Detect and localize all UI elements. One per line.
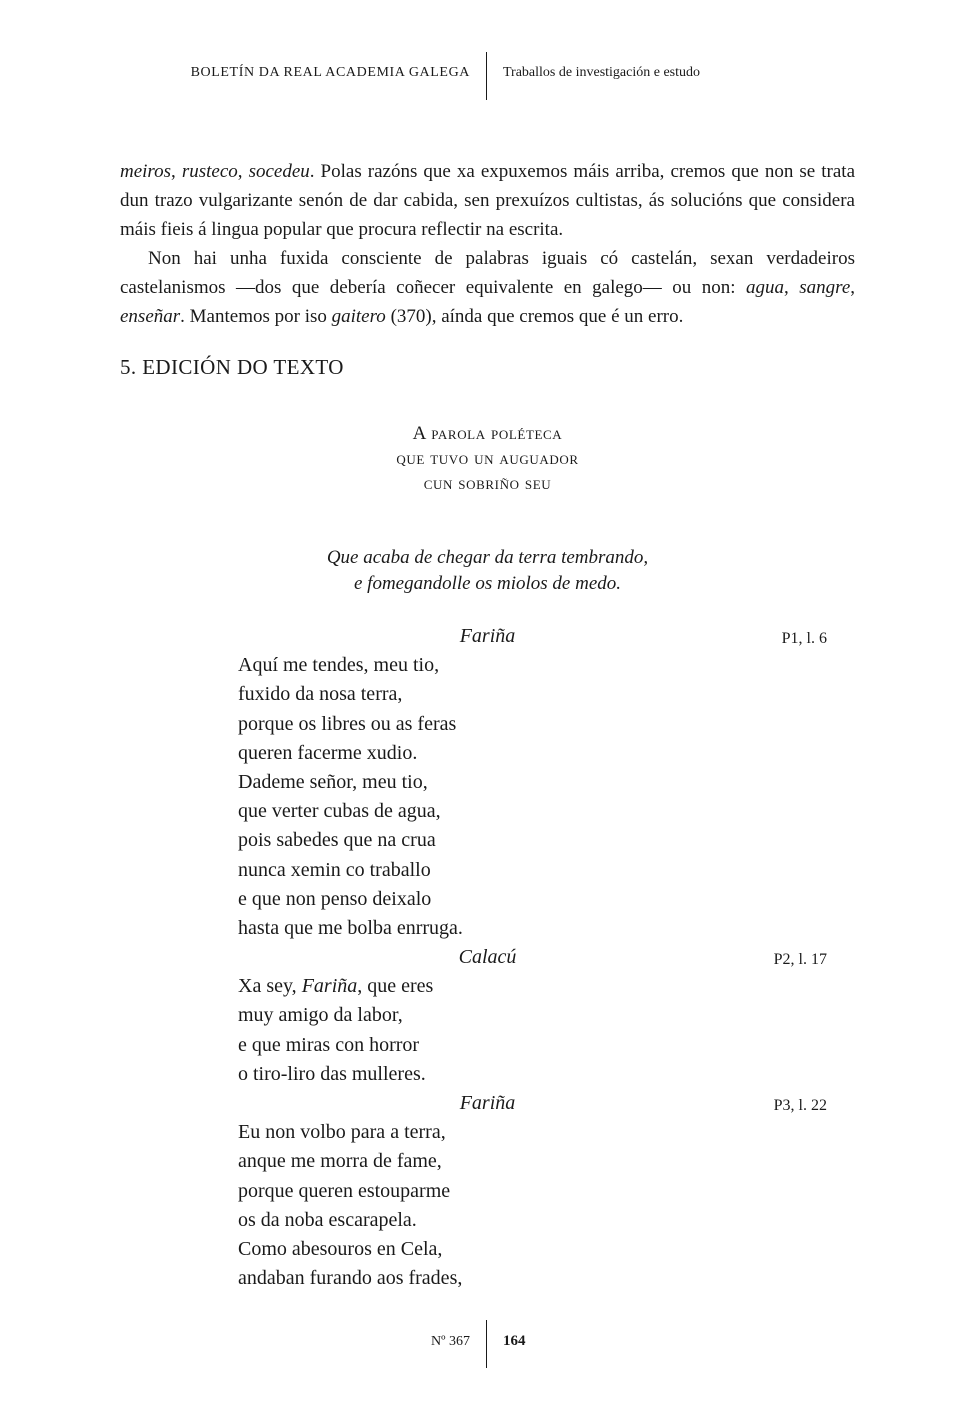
verse-line: pois sabedes que na crua bbox=[238, 829, 436, 852]
speaker-name: Calacú bbox=[458, 946, 517, 969]
verse-line: muy amigo da labor, bbox=[238, 1004, 403, 1027]
body-text bbox=[120, 157, 855, 331]
verse-line: e que miras con horror bbox=[238, 1033, 420, 1056]
speaker-row bbox=[0, 1089, 975, 1118]
text-run: Non hai unha fuxida consciente de palabras iguais có castelán, sexan verdadeiros castelanismos —dos que debería coñecer equivalente en galego— ou non: bbox=[120, 248, 855, 298]
verse-line: fuxido da nosa terra, bbox=[238, 683, 403, 706]
verse-line: queren facerme xudio. bbox=[238, 741, 418, 764]
verse-line: anque me morra de fame, bbox=[238, 1150, 442, 1173]
verse-line: Eu non volbo para a terra, bbox=[238, 1121, 446, 1144]
italic-word: gaitero bbox=[331, 306, 386, 327]
verse-line: hasta que me bolba enrruga. bbox=[238, 916, 463, 939]
play-title bbox=[0, 421, 975, 496]
text-run: . Polas razóns que xa expuxemos máis arriba, cremos que non se trata dun trazo vulgarizante senón de dar cabida, sen prexuízos cultistas, ás solucións que considera máis fieis á lingua popular que procura reflectir na escrita. bbox=[120, 161, 856, 240]
text-run: , bbox=[171, 161, 182, 182]
play-title-line: A parola poléteca bbox=[412, 423, 563, 444]
italic-word: socedeu bbox=[248, 161, 310, 182]
italic-word: agua bbox=[746, 277, 784, 298]
verse-line: que verter cubas de agua, bbox=[238, 800, 441, 823]
verse-line: Aquí me tendes, meu tio, bbox=[238, 654, 440, 677]
play-title-line: que tuvo un auguador bbox=[396, 448, 579, 469]
line-reference: P2, l. 17 bbox=[773, 951, 827, 969]
verse-line: os da noba escarapela. bbox=[238, 1208, 417, 1231]
section-heading: 5. EDICIÓN DO TEXTO bbox=[120, 355, 344, 379]
verse-line: Como abesouros en Cela, bbox=[238, 1237, 443, 1260]
verse-line: o tiro-liro das mulleres. bbox=[238, 1062, 426, 1085]
speaker-name: Fariña bbox=[459, 1092, 516, 1114]
speaker-name: Fariña bbox=[459, 625, 516, 647]
paragraph-1 bbox=[120, 157, 855, 244]
page-header bbox=[0, 52, 975, 100]
section-label: Traballos de investigación e estudo bbox=[503, 65, 701, 80]
page-footer bbox=[0, 1320, 975, 1368]
verse-line bbox=[0, 972, 975, 1001]
italic-word: enseñar bbox=[120, 306, 181, 327]
verse-text bbox=[0, 622, 975, 1293]
issue-number: Nº 367 bbox=[431, 1334, 470, 1349]
line-reference: P3, l. 22 bbox=[773, 1097, 827, 1114]
italic-word: sangre bbox=[799, 277, 851, 298]
speaker-row bbox=[0, 622, 975, 651]
verse-line: Dademe señor, meu tio, bbox=[238, 770, 428, 793]
journal-title: BOLETÍN DA REAL ACADEMIA GALEGA bbox=[190, 65, 470, 80]
verse-line: e que non penso deixalo bbox=[238, 887, 432, 910]
header-divider bbox=[486, 52, 487, 100]
text-run: , bbox=[237, 161, 249, 182]
line-reference: P1, l. 6 bbox=[781, 630, 827, 647]
play-subtitle bbox=[0, 545, 975, 597]
verse-line: andaban furando aos frades, bbox=[238, 1267, 463, 1290]
paragraph-2 bbox=[120, 244, 855, 331]
speaker-row bbox=[0, 943, 975, 972]
page-number: 164 bbox=[503, 1333, 526, 1349]
play-title-line: cun sobriño seu bbox=[423, 473, 552, 494]
text-run: , bbox=[784, 277, 800, 298]
italic-word: rusteco bbox=[181, 161, 238, 182]
text-run: , que eres bbox=[357, 975, 434, 998]
verse-line: nunca xemin co traballo bbox=[238, 858, 431, 881]
text-run: Xa sey, bbox=[238, 975, 302, 998]
italic-word: Fariña bbox=[301, 975, 358, 998]
footer-divider bbox=[486, 1320, 487, 1368]
text-run: . Mantemos por iso bbox=[180, 306, 332, 327]
subtitle-line: e fomegandolle os miolos de medo. bbox=[353, 573, 621, 594]
subtitle-line: Que acaba de chegar da terra tembrando, bbox=[326, 547, 649, 568]
italic-word: meiros bbox=[120, 161, 172, 182]
text-run: , bbox=[850, 277, 856, 298]
text-run: (370), aínda que cremos que é un erro. bbox=[385, 306, 684, 327]
verse-line: porque queren estouparme bbox=[238, 1179, 451, 1202]
verse-line: porque os libres ou as feras bbox=[238, 712, 457, 735]
